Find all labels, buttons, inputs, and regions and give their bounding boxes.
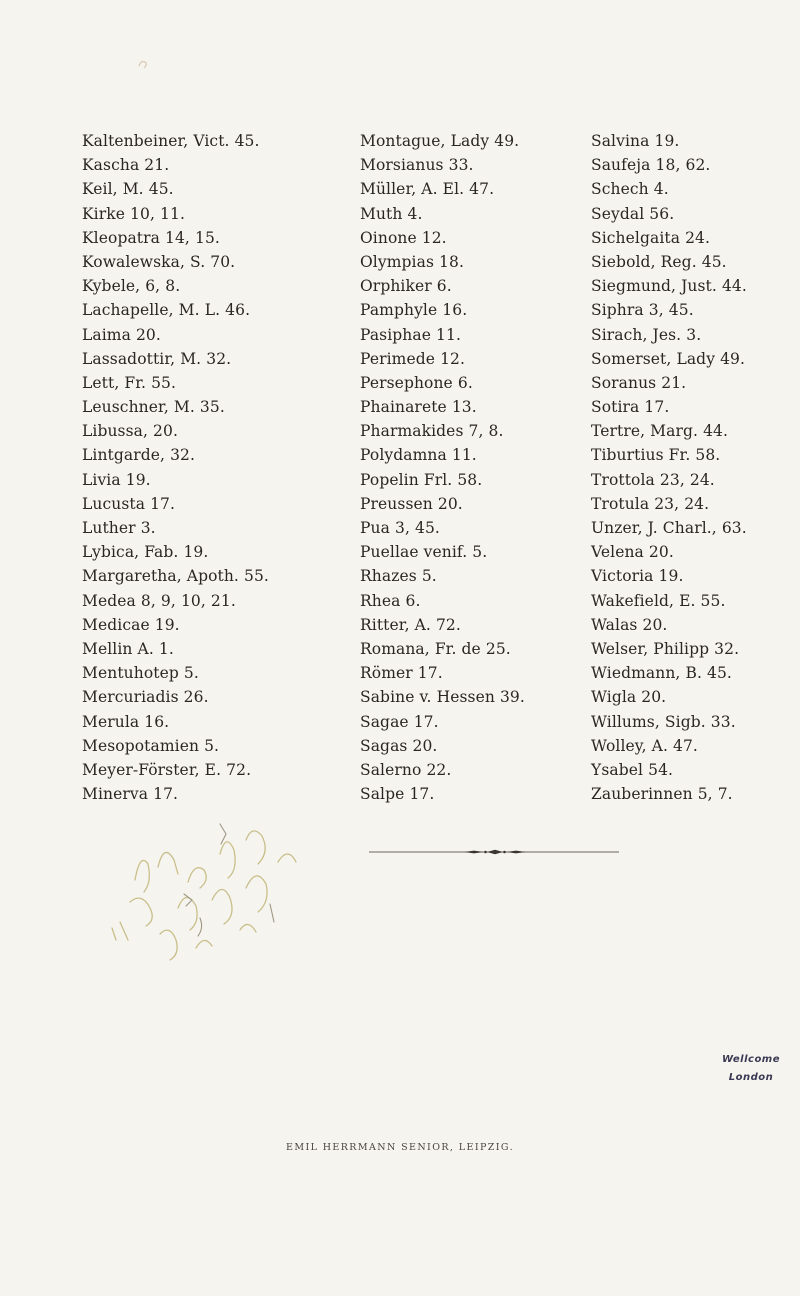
printer-imprint: EMIL HERRMANN SENIOR, LEIPZIG.	[285, 1142, 514, 1153]
index-entry: Siphra 3, 45.	[591, 301, 694, 320]
handwritten-note-line-1: Wellcome	[721, 1054, 781, 1065]
decorative-rule	[369, 851, 619, 853]
index-entry: Sagae 17.	[360, 712, 439, 731]
index-entry: Kleopatra 14, 15.	[82, 228, 220, 247]
index-entry: Wakefield, E. 55.	[591, 591, 726, 610]
index-entry: Lachapelle, M. L. 46.	[82, 301, 251, 320]
index-entry: Wolley, A. 47.	[591, 736, 698, 755]
index-entry: Zauberinnen 5, 7.	[591, 785, 733, 804]
index-entry: Tertre, Marg. 44.	[591, 422, 729, 441]
index-entry: Livia 19.	[82, 470, 151, 489]
index-entry: Sirach, Jes. 3.	[591, 325, 702, 344]
index-entry: Salerno 22.	[360, 760, 452, 779]
index-entry: Oinone 12.	[360, 228, 447, 247]
index-entry: Kascha 21.	[82, 156, 170, 175]
index-entry: Lett, Fr. 55.	[82, 373, 177, 392]
index-entry: Medea 8, 9, 10, 21.	[82, 591, 236, 610]
index-entry: Minerva 17.	[82, 785, 179, 804]
index-entry: Pua 3, 45.	[360, 519, 440, 537]
index-entry: Trotula 23, 24.	[591, 494, 710, 513]
index-entry: Welser, Philipp 32.	[591, 639, 740, 658]
index-entry: Romana, Fr. de 25.	[360, 639, 511, 658]
index-entry: Victoria 19.	[591, 567, 684, 586]
index-entry: Popelin Frl. 58.	[360, 470, 483, 489]
index-column-1	[82, 129, 360, 806]
index-entry: Wigla 20.	[591, 688, 667, 707]
index-entry: Siebold, Reg. 45.	[591, 252, 727, 271]
index-entry: Orphiker 6.	[360, 277, 452, 296]
name-index	[82, 129, 791, 806]
index-entry: Pharmakides 7, 8.	[360, 422, 504, 441]
index-entry: Merula 16.	[82, 712, 170, 731]
index-entry: Pamphyle 16.	[360, 301, 468, 320]
index-entry: Salpe 17.	[360, 785, 435, 804]
index-column-2	[360, 129, 591, 806]
index-entry: Leuschner, M. 35.	[82, 398, 225, 417]
index-entry: Sotira 17.	[591, 398, 670, 417]
index-entry: Lintgarde, 32.	[82, 446, 196, 465]
index-entry: Muth 4.	[360, 204, 423, 223]
index-entry: Lucusta 17.	[82, 494, 176, 513]
index-entry: Seydal 56.	[591, 204, 675, 223]
index-entry: Siegmund, Just. 44.	[591, 277, 747, 296]
handwritten-note-line-2: London	[728, 1072, 774, 1083]
index-entry: Mellin A. 1.	[82, 639, 174, 658]
index-entry: Preussen 20.	[360, 494, 463, 513]
index-entry: Velena 20.	[591, 543, 674, 562]
index-entry: Olympias 18.	[360, 252, 464, 271]
index-entry: Sabine v. Hessen 39.	[360, 688, 525, 707]
index-column-3	[591, 129, 791, 806]
index-entry: Walas 20.	[591, 615, 668, 634]
index-entry: Kirke 10, 11.	[82, 204, 185, 223]
index-entry: Kybele, 6, 8.	[82, 277, 181, 296]
index-entry: Mentuhotep 5.	[82, 664, 199, 683]
index-entry: Luther 3.	[82, 519, 156, 537]
index-entry: Somerset, Lady 49.	[591, 349, 746, 368]
index-entry: Trottola 23, 24.	[591, 470, 715, 489]
index-entry: Salvina 19.	[591, 132, 680, 150]
index-entry: Soranus 21.	[591, 373, 687, 392]
index-entry: Lybica, Fab. 19.	[82, 543, 209, 562]
index-entry: Keil, M. 45.	[82, 180, 174, 199]
index-entry: Ysabel 54.	[591, 760, 674, 779]
index-entry: Mesopotamien 5.	[82, 736, 220, 755]
index-entry: Schech 4.	[591, 180, 669, 199]
index-entry: Lassadottir, M. 32.	[82, 349, 232, 368]
library-stamp	[100, 822, 330, 972]
index-entry: Meyer-Förster, E. 72.	[82, 760, 252, 779]
index-entry: Unzer, J. Charl., 63.	[591, 519, 747, 537]
index-entry: Pasiphae 11.	[360, 325, 461, 344]
index-entry: Ritter, A. 72.	[360, 615, 461, 634]
index-entry: Libussa, 20.	[82, 422, 179, 441]
index-entry: Sagas 20.	[360, 736, 438, 755]
index-entry: Margaretha, Apoth. 55.	[82, 567, 269, 586]
index-entry: Kaltenbeiner, Vict. 45.	[82, 132, 260, 150]
index-entry: Phainarete 13.	[360, 398, 477, 417]
index-entry: Müller, A. El. 47.	[360, 180, 495, 199]
index-entry: Wiedmann, B. 45.	[591, 664, 732, 683]
index-entry: Laima 20.	[82, 325, 161, 344]
index-entry: Kowalewska, S. 70.	[82, 252, 236, 271]
index-entry: Mercuriadis 26.	[82, 688, 209, 707]
index-entry: Saufeja 18, 62.	[591, 156, 711, 175]
index-entry: Rhea 6.	[360, 591, 421, 610]
index-entry: Montague, Lady 49.	[360, 132, 520, 150]
index-entry: Römer 17.	[360, 664, 443, 683]
index-entry: Puellae venif. 5.	[360, 543, 488, 562]
index-entry: Tiburtius Fr. 58.	[591, 446, 721, 465]
index-entry: Medicae 19.	[82, 615, 180, 634]
index-entry: Persephone 6.	[360, 373, 473, 392]
index-entry: Morsianus 33.	[360, 156, 474, 175]
index-entry: Polydamna 11.	[360, 446, 477, 465]
index-entry: Sichelgaita 24.	[591, 228, 711, 247]
ink-spot-mark	[136, 56, 150, 70]
index-entry: Willums, Sigb. 33.	[591, 712, 736, 731]
index-entry: Rhazes 5.	[360, 567, 437, 586]
index-entry: Perimede 12.	[360, 349, 466, 368]
